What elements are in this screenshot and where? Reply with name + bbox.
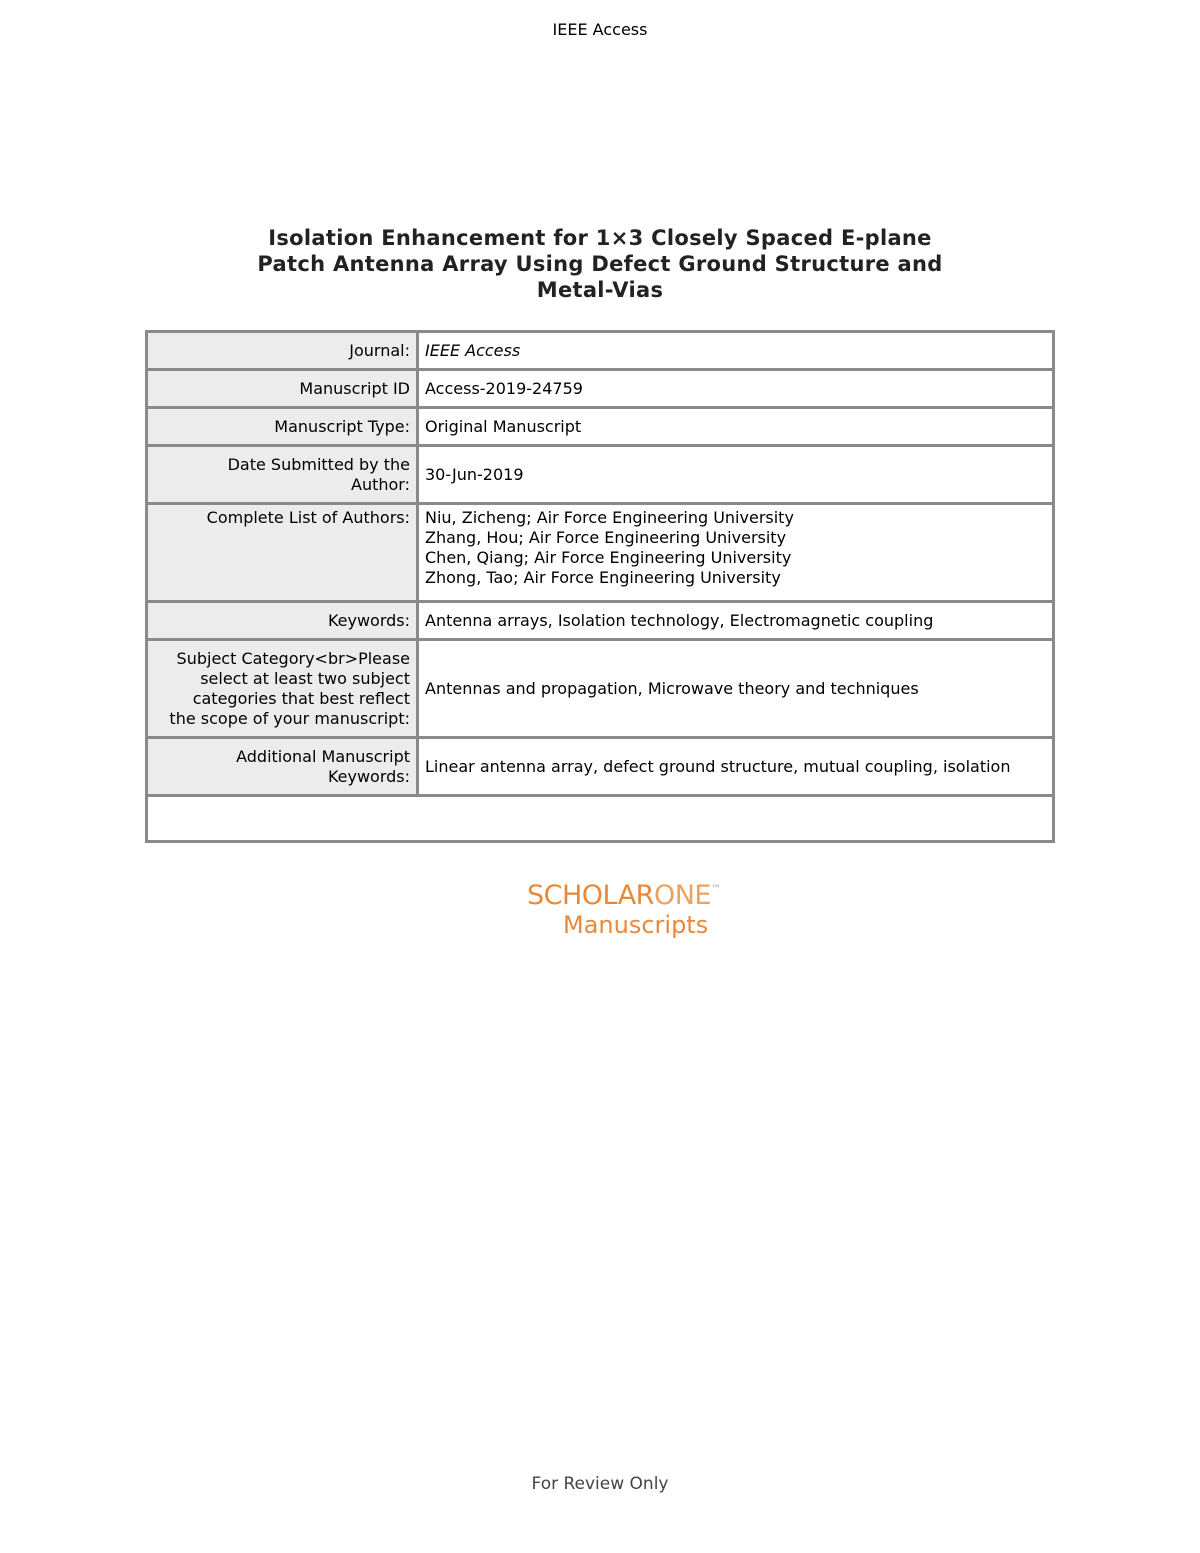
keywords-value: Antenna arrays, Isolation technology, Electromagnetic coupling	[418, 602, 1054, 640]
title-line: Metal-Vias	[536, 278, 664, 302]
date-submitted-value: 30-Jun-2019	[418, 446, 1054, 504]
manuscript-id-label: Manuscript ID	[147, 370, 418, 408]
additional-keywords-label	[147, 738, 418, 796]
running-header: IEEE Access	[552, 20, 648, 39]
row-authors	[147, 504, 1054, 602]
row-manuscript-id	[147, 370, 1054, 408]
author-item: Niu, Zicheng; Air Force Engineering University	[425, 508, 794, 527]
subject-category-label	[147, 640, 418, 738]
manuscript-info-table	[145, 330, 1055, 843]
logo-scholar: SCHOLAR	[527, 880, 654, 911]
row-empty	[147, 796, 1054, 842]
row-manuscript-type	[147, 408, 1054, 446]
date-submitted-label	[147, 446, 418, 504]
author-item: Zhang, Hou; Air Force Engineering University	[425, 528, 787, 547]
label-line: Subject Category<br>Please	[176, 648, 410, 668]
title-line: Isolation Enhancement for 1×3 Closely Spaced E-plane	[268, 226, 932, 250]
label-line: select at least two subject	[200, 668, 410, 688]
label-line: the scope of your manuscript:	[169, 708, 410, 728]
row-subject-category	[147, 640, 1054, 738]
label-line: Keywords:	[327, 766, 410, 786]
review-footer: For Review Only	[531, 1474, 669, 1494]
label-line: Author:	[351, 474, 410, 494]
author-item: Zhong, Tao; Air Force Engineering University	[425, 568, 781, 587]
manuscript-type-value: Original Manuscript	[418, 408, 1054, 446]
row-keywords	[147, 602, 1054, 640]
logo-manuscripts: Manuscripts	[563, 911, 709, 939]
journal-value: IEEE Access	[418, 332, 1054, 370]
subject-category-value: Antennas and propagation, Microwave theory and techniques	[418, 640, 1054, 738]
label-line: Date Submitted by the	[227, 454, 410, 474]
title-line: Patch Antenna Array Using Defect Ground Structure and	[257, 252, 943, 276]
empty-cell	[147, 796, 1054, 842]
label-line: categories that best reflect	[192, 688, 410, 708]
logo-one: ONE	[653, 880, 711, 911]
row-date-submitted	[147, 446, 1054, 504]
row-additional-keywords	[147, 738, 1054, 796]
authors-label: Complete List of Authors:	[147, 504, 418, 602]
additional-keywords-value: Linear antenna array, defect ground structure, mutual coupling, isolation	[418, 738, 1054, 796]
author-item: Chen, Qiang; Air Force Engineering University	[425, 548, 792, 567]
paper-title	[200, 225, 1000, 303]
row-journal	[147, 332, 1054, 370]
logo-trademark: ™	[710, 884, 721, 895]
authors-list	[418, 504, 1054, 602]
journal-label: Journal:	[147, 332, 418, 370]
manuscript-type-label: Manuscript Type:	[147, 408, 418, 446]
keywords-label: Keywords:	[147, 602, 418, 640]
scholarone-logo	[527, 880, 787, 939]
logo-wordmark	[527, 880, 787, 911]
manuscript-id-value: Access-2019-24759	[418, 370, 1054, 408]
label-line: Additional Manuscript	[236, 746, 410, 766]
